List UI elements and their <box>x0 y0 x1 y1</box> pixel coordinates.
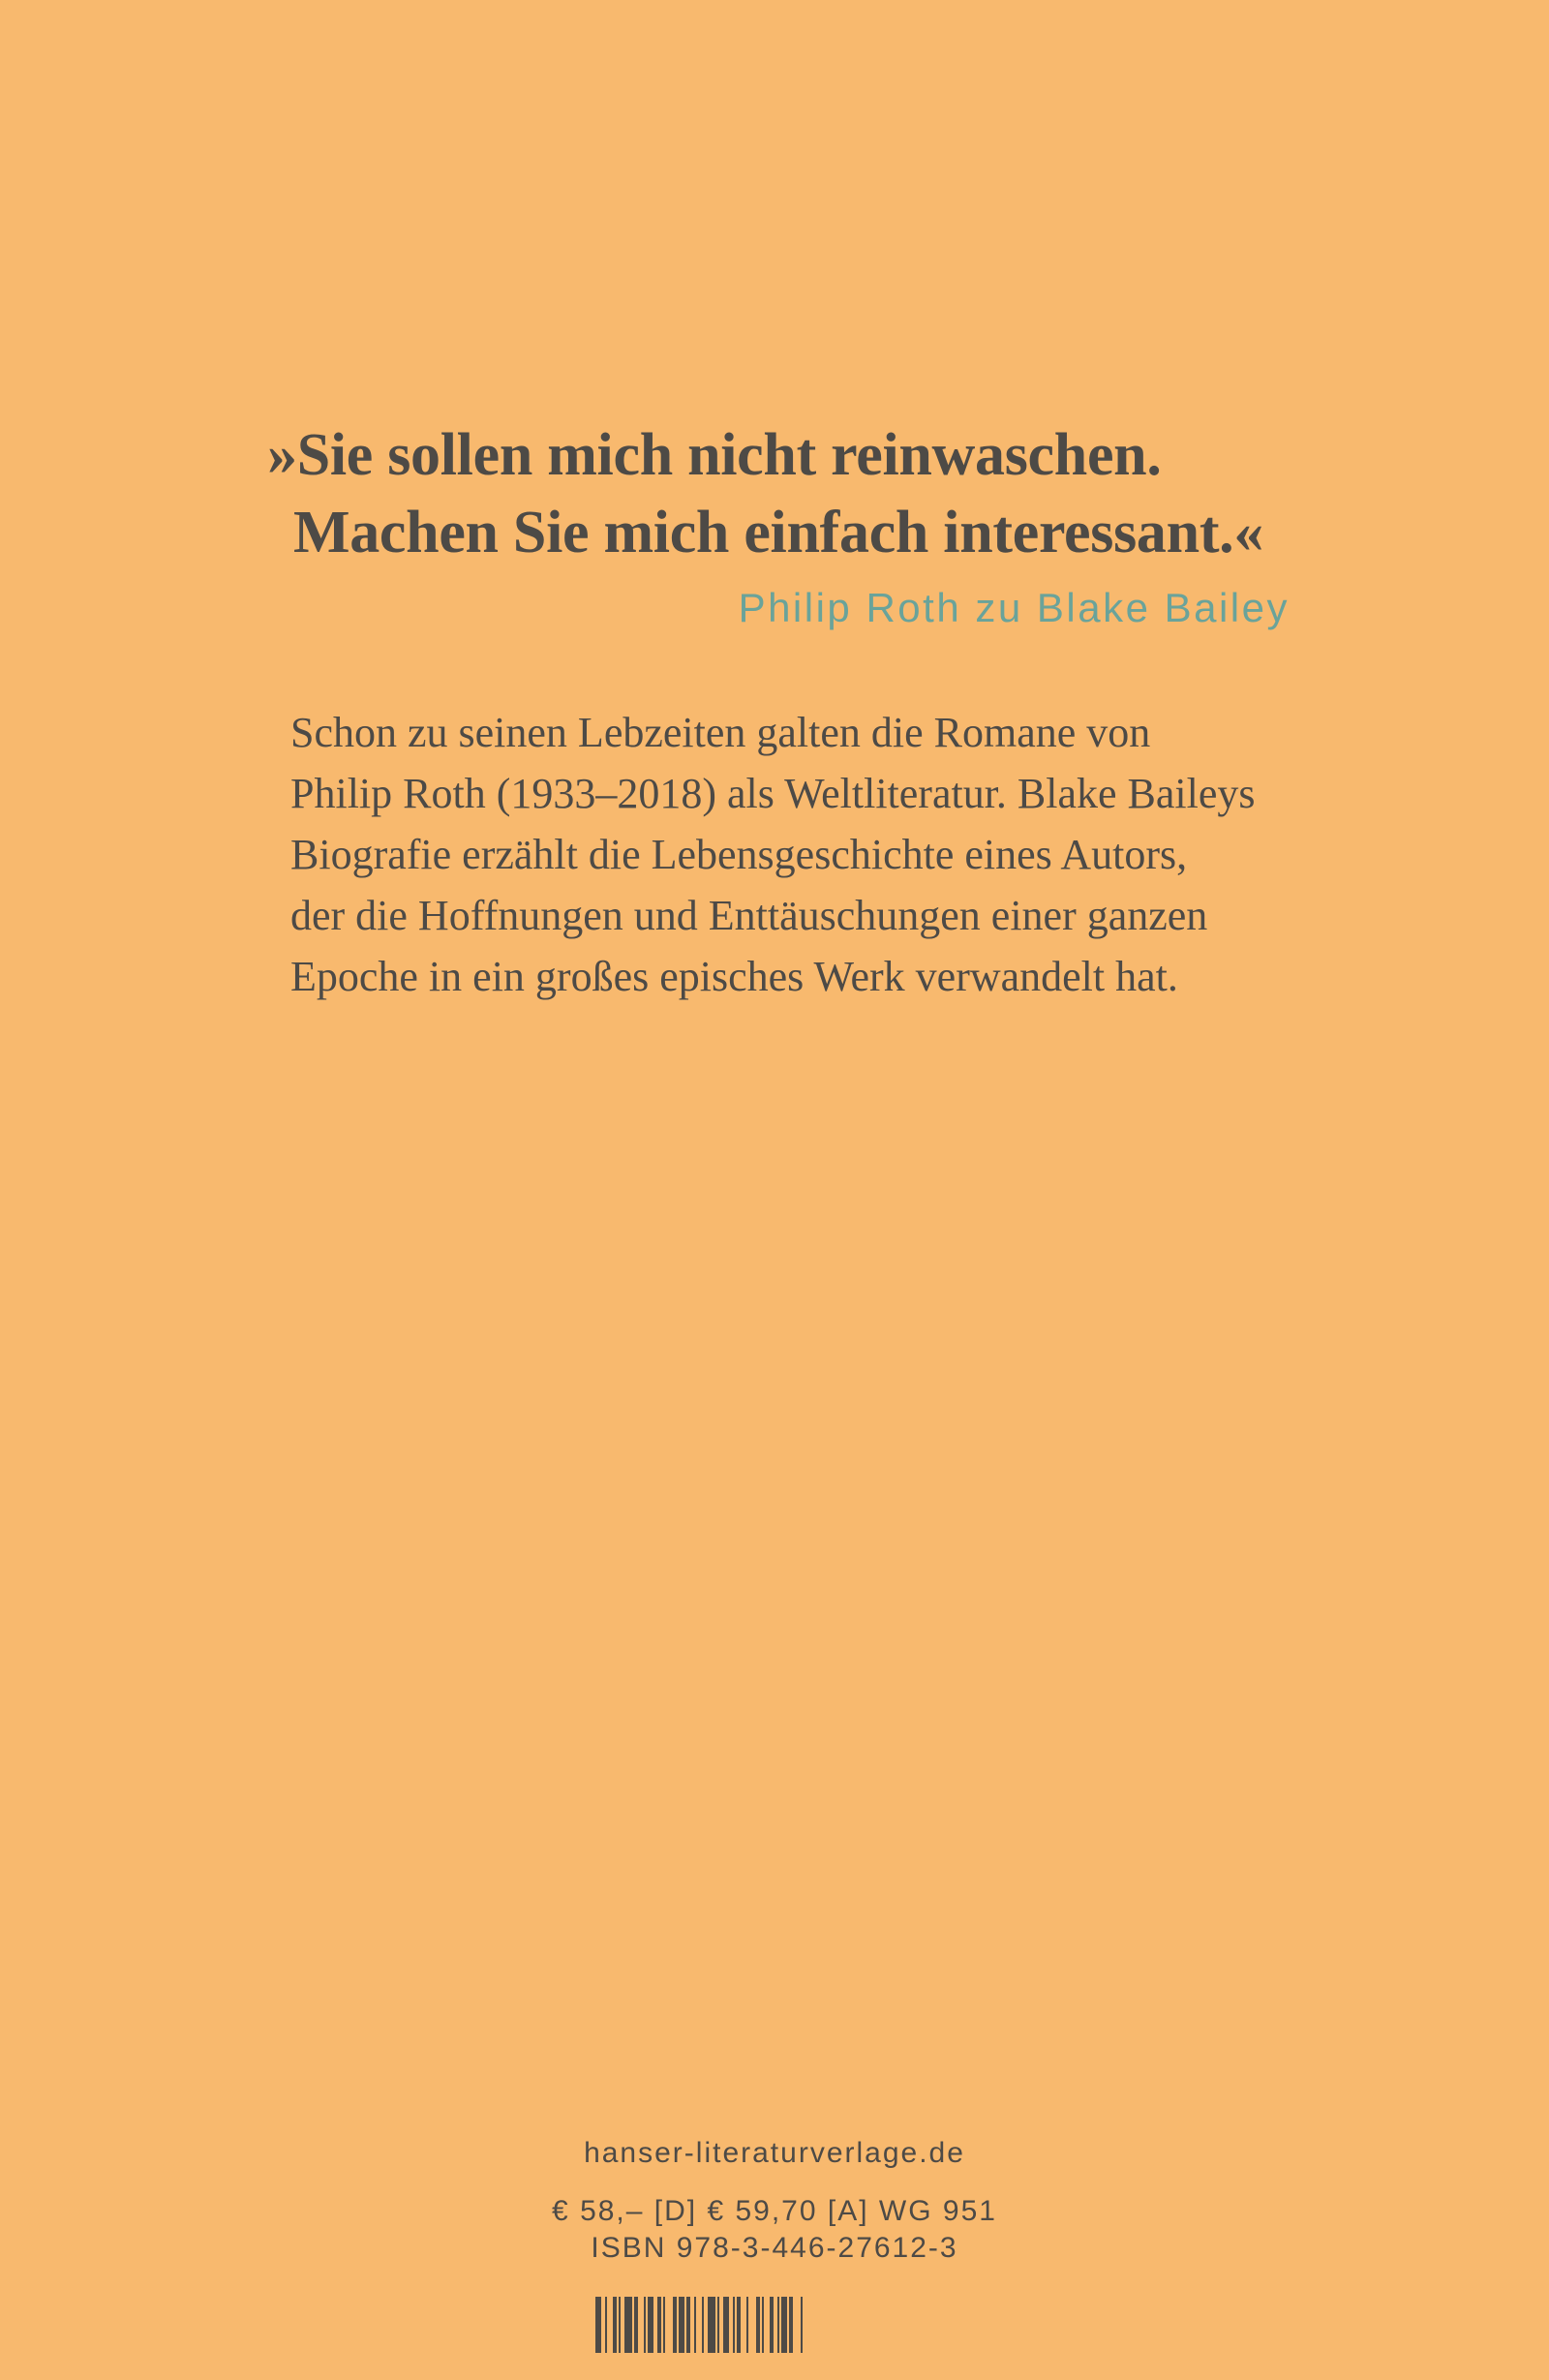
blurb-line: der die Hoffnungen und Enttäuschungen einer ganzen <box>290 892 1208 939</box>
publisher-imprint <box>0 2135 1549 2267</box>
book-blurb <box>290 702 1307 1007</box>
blurb-line: Philip Roth (1933–2018) als Weltliteratur. Blake Baileys <box>290 770 1256 817</box>
blurb-line: Biografie erzählt die Lebensgeschichte eines Autors, <box>290 831 1188 878</box>
blurb-line: Schon zu seinen Lebzeiten galten die Romane von <box>290 709 1151 756</box>
quote-attribution: Philip Roth zu Blake Bailey <box>738 585 1290 630</box>
price-info: € 58,– [D] € 59,70 [A] WG 951 <box>552 2195 997 2227</box>
isbn: ISBN 978-3-446-27612-3 <box>591 2232 958 2264</box>
quote-line-1: »Sie sollen mich nicht reinwaschen. <box>267 422 1162 488</box>
cover-quote <box>267 416 1332 571</box>
blurb-line: Epoche in ein großes episches Werk verwandelt hat. <box>290 953 1178 1000</box>
publisher-url: hanser-literaturverlage.de <box>584 2137 965 2169</box>
quote-line-2: Machen Sie mich einfach interessant.« <box>293 500 1264 565</box>
barcode-icon <box>593 2297 942 2353</box>
